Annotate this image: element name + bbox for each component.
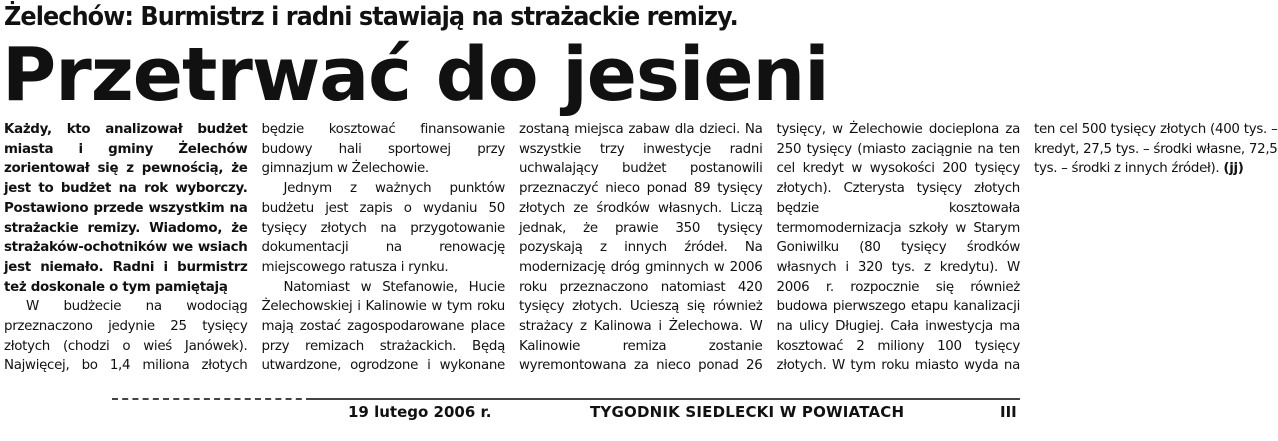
article-paragraph-1: W budżecie na wodociąg przeznaczono jedynie 25 tysięcy złotych (chodzi o wieś Janówek). Najwięcej, bo 1,4 miliona złotych będzie kosztować finansowanie budowy hali sportowej przy gimnazjum w Żelechowie. [4, 122, 505, 374]
article-paragraph-2: Jednym z ważnych punktów budżetu jest zapis o wydaniu 50 tysięcy złotych na przygotowanie dokumentacji na renowację miejscowego ratusza i rynku. [261, 181, 505, 275]
article-paragraph-3-text: Natomiast w Stefanowie, Hucie Żelechowskiej i Kalinowie w tym roku mają zostać zagospodarowane place przy remizach strażackich. Będą utwardzone, ogrodzone i wykonane zostaną miejsca zabaw dla dzieci. Na wszystkie trzy inwestycje radni uchwalający budżet postanowili przeznaczyć nieco ponad 89 tysięcy złotych ze środków własnych. Liczą jednak, że prawie 350 tysięcy pozyskają z innych źródeł. Na modernizację dróg gminnych w 2006 roku przeznaczono natomiast 420 tysięcy złotych. Ucieszą się również strażacy z Kalinowa i Żelechowa. W Kalinowie remiza zostanie wyremontowana za nieco ponad 26 tysięcy, w Żelechowie docieplona za 250 tysięcy (miasto zaciągnie na ten cel kredyt w wysokości 200 tysięcy złotych). Czterysta tysięcy złotych będzie kosztowała termomodernizacja szkoły w Starym Goniwilku (80 tysięcy środków własnych i 320 tys. z kredytu). W 2006 r. rozpocznie się również budowa pierwszego etapu kanalizacji na ulicy Długiej. Cała inwestycja ma kosztować 2 miliony 100 tysięcy złotych. W tym roku miasto wyda na ten cel 500 tysięcy złotych (400 tys. – kredyt, 27,5 tys. – środki własne, 72,5 tys. – środki z innych źródeł). [261, 122, 1278, 374]
article-flow [4, 120, 1278, 394]
publication-name: TYGODNIK SIEDLECKI W POWIATACH [590, 403, 905, 421]
issue-date: 19 lutego 2006 r. [348, 403, 492, 421]
article-kicker: Żelechów: Burmistrz i radni stawiają na strażackie remizy. [4, 2, 738, 32]
article-headline: Przetrwać do jesieni [2, 32, 829, 118]
article-lead: Każdy, kto analizował budżet miasta i gminy Żelechów zorientował się z pewnością, że jest to budżet na rok wyborczy. Postawiono przede wszystkim na strażackie remizy. Wiadomo, że strażaków-ochotników we wsiach jest niemało. Radni i burmistrz też doskonale o tym pamiętają [4, 122, 248, 295]
page-number: III [1000, 403, 1017, 421]
article-body [4, 120, 1278, 394]
page-footer [0, 403, 1024, 425]
author-signature: (jj) [1223, 161, 1244, 177]
footer-dashed-rule [112, 398, 312, 400]
footer-rule [312, 398, 1020, 400]
